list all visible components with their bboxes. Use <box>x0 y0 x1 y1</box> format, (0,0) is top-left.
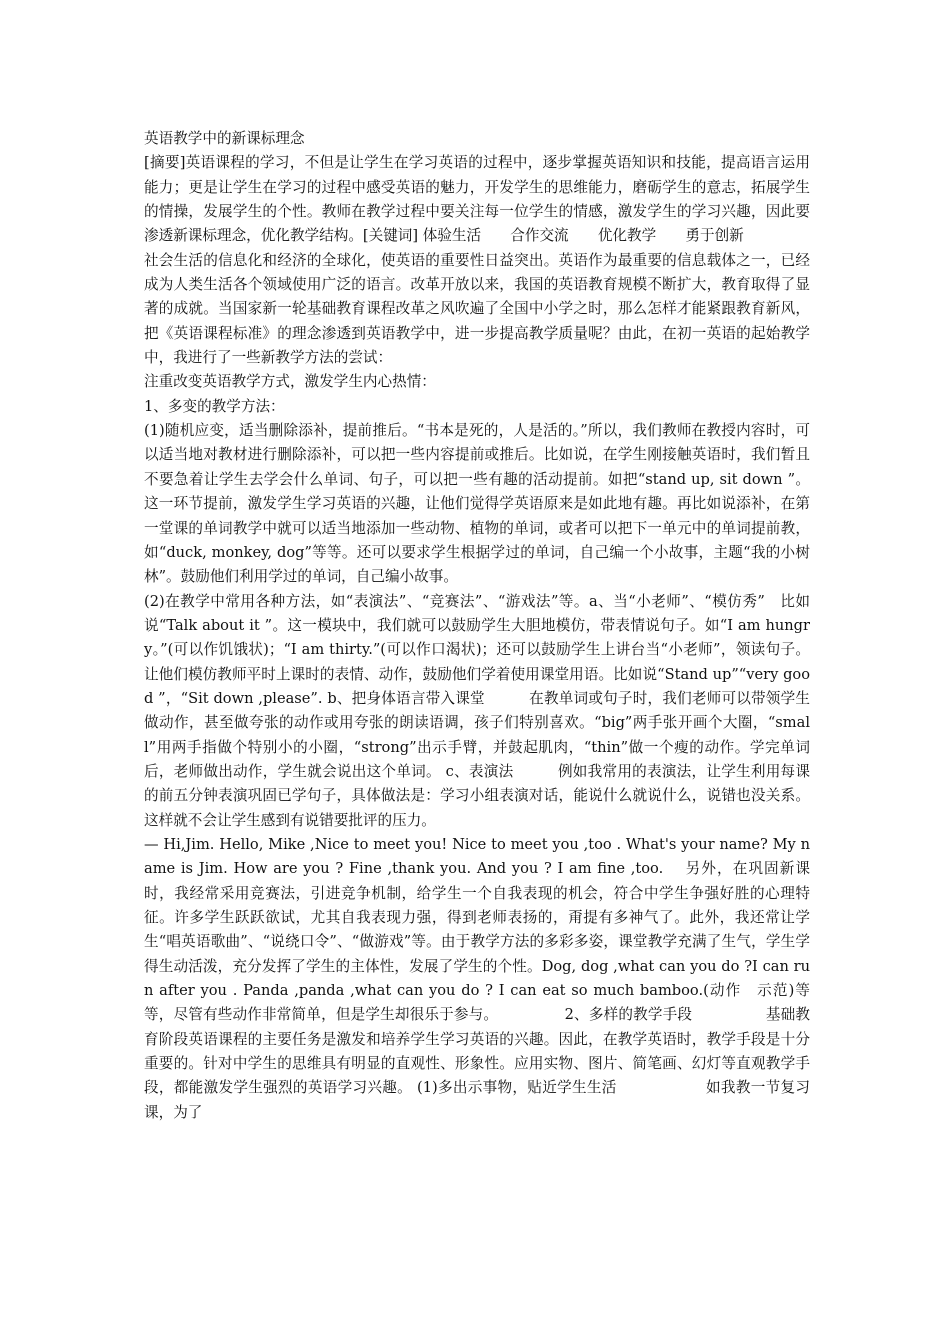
body-paragraph: — Hi,Jim. Hello, Mike ,Nice to meet you! Nice to meet you ,too . What's your name? My name is Jim. How are you ? Fine ,thank you. And you ? I am fine ,too. 另外，在巩固新课时，我经常采用竞赛法，引进竞争机制，给学生一个自我表现的机会，符合中学生争强好胜的心理特征。许多学生跃跃欲试，尤其自我表现力强，得到老师表扬的，甭提有多神气了。此外，我还常让学生“唱英语歌曲”、“说绕口令”、“做游戏”等。由于教学方法的多彩多姿，课堂教学充满了生气，学生学得生动活泼，充分发挥了学生的主体性，发展了学生的个性。Dog, dog ,what can you do ?I can run after you . Panda ,panda ,what can you do ? I can eat so much bamboo.(动作 示范)等等，尽管有些动作非常简单，但是学生却很乐于参与。 2、多样的教学手段 基础教育阶段英语课程的主要任务是激发和培养学生学习英语的兴趣。因此，在教学英语时，教学手段是十分重要的。针对中学生的思维具有明显的直观性、形象性。应用实物、图片、简笔画、幻灯等直观教学手段，都能激发学生强烈的英语学习兴趣。 (1)多出示事物，贴近学生生活 如我教一节复习课，为了 <box>144 835 810 1121</box>
document-body <box>144 127 810 1125</box>
subsection-heading: 1、多变的教学方法： <box>144 397 285 415</box>
body-paragraph: (1)随机应变，适当删除添补，提前推后。“书本是死的，人是活的。”所以，我们教师在教授内容时，可以适当地对教材进行删除添补，可以把一些内容提前或推后。比如说，在学生刚接触英语时，我们暂且不要急着让学生去学会什么单词、句子，可以把一些有趣的活动提前。如把“stand up, sit down ”。这一环节提前，激发学生学习英语的兴趣，让他们觉得学英语原来是如此地有趣。再比如说添补，在第一堂课的单词教学中就可以适当地添加一些动物、植物的单词，或者可以把下一单元中的单词提前教，如“duck, monkey, dog”等等。还可以要求学生根据学过的单词，自己编一个小故事，主题“我的小树林”。鼓励他们利用学过的单词，自己编小故事。 <box>144 422 810 586</box>
body-paragraph: (2)在教学中常用各种方法，如“表演法”、“竞赛法”、“游戏法”等。a、当“小老师”、“模仿秀” 比如说“Talk about it ”。这一模块中，我们就可以鼓励学生大胆地模仿，带表情说句子。如“I am hungry。”(可以作饥饿状)；“I am thirty.”(可以作口渴状)；还可以鼓励学生上讲台当“小老师”，领读句子。让他们模仿教师平时上课时的表情、动作，鼓励他们学着使用课堂用语。比如说“Stand up”“very good ”，“Sit down ,please”. b、把身体语言带入课堂 在教单词或句子时，我们老师可以带领学生做动作，甚至做夸张的动作或用夸张的朗读语调，孩子们特别喜欢。“big”两手张开画个大圈，“small”用两手指做个特别小的小圈，“strong”出示手臂，并鼓起肌肉，“thin”做一个瘦的动作。学完单词后，老师做出动作，学生就会说出这个单词。 c、表演法 例如我常用的表演法，让学生利用每课的前五分钟表演巩固已学句子，具体做法是：学习小组表演对话，能说什么就说什么，说错也没关系。这样就不会让学生感到有说错要批评的压力。 <box>144 592 810 829</box>
section-heading: 注重改变英语教学方式，激发学生内心热情： <box>144 373 436 391</box>
abstract-paragraph: [摘要]英语课程的学习，不但是让学生在学习英语的过程中，逐步掌握英语知识和技能，提高语言运用能力；更是让学生在学习的过程中感受英语的魅力，开发学生的思维能力，磨砺学生的意志，拓展学生的情操，发展学生的个性。教师在教学过程中要关注每一位学生的情感，激发学生的学习兴趣，因此要渗透新课标理念，优化教学结构。[关键词] 体验生活 合作交流 优化教学 勇于创新 <box>144 154 810 245</box>
intro-paragraph: 社会生活的信息化和经济的全球化，使英语的重要性日益突出。英语作为最重要的信息载体之一，已经成为人类生活各个领域使用广泛的语言。改革开放以来，我国的英语教育规模不断扩大，教育取得了显著的成就。当国家新一轮基础教育课程改革之风吹遍了全国中小学之时，那么怎样才能紧跟教育新风，把《英语课程标准》的理念渗透到英语教学中，进一步提高教学质量呢？由此，在初一英语的起始教学中，我进行了一些新教学方法的尝试： <box>144 251 810 367</box>
document-title: 英语教学中的新课标理念 <box>144 130 305 147</box>
